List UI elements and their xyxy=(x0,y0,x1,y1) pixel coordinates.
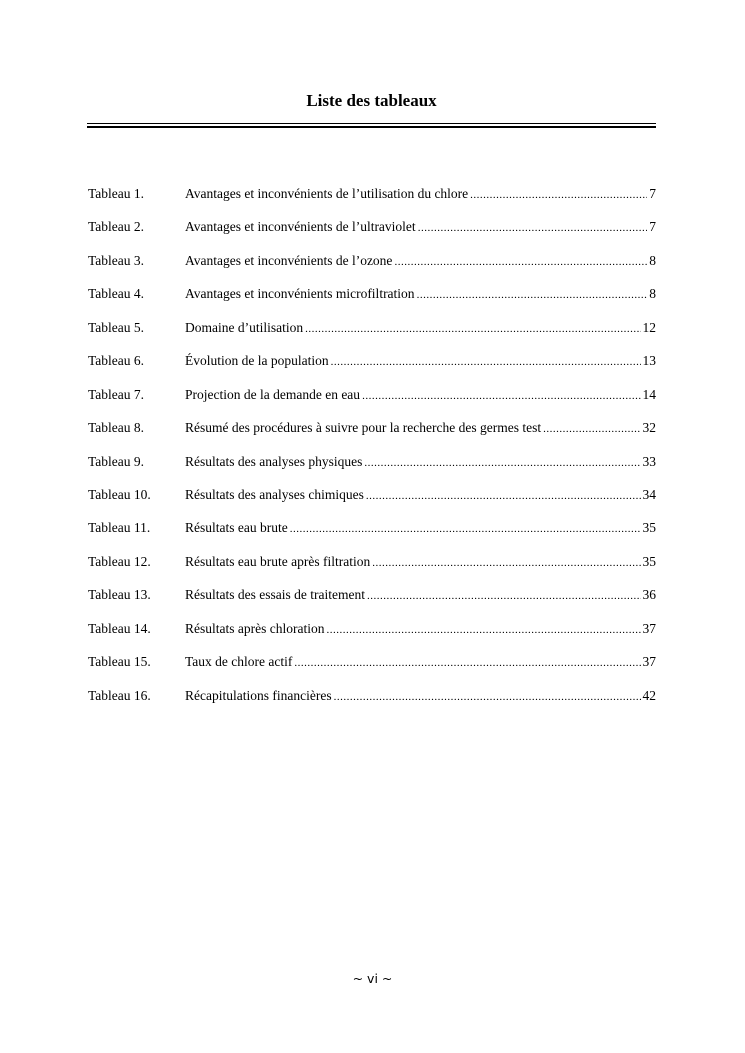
toc-entry-title: Évolution de la population xyxy=(185,353,329,369)
toc-entry-label: Tableau 2. xyxy=(88,219,145,235)
toc-dot-leader xyxy=(418,219,648,237)
toc-entry-body xyxy=(185,553,656,572)
toc-entry-label: Tableau 11. xyxy=(88,520,151,536)
toc-dot-leader xyxy=(326,621,640,639)
toc-entry-label: Tableau 4. xyxy=(88,286,145,302)
toc-entry-page-number: 34 xyxy=(642,486,656,502)
toc-entry[interactable] xyxy=(88,352,656,385)
toc-entry-body xyxy=(185,486,656,505)
toc-entry-body xyxy=(185,285,656,304)
toc-entry-body xyxy=(185,687,656,706)
toc-dot-leader xyxy=(362,387,640,405)
toc-entry-body xyxy=(185,218,656,237)
toc-entry-label: Tableau 9. xyxy=(88,453,145,469)
toc-entry[interactable] xyxy=(88,319,656,352)
toc-entry[interactable] xyxy=(88,386,656,419)
toc-dot-leader xyxy=(470,186,647,204)
toc-dot-leader xyxy=(364,454,640,472)
toc-entry-label: Tableau 5. xyxy=(88,319,145,335)
page-title: Liste des tableaux xyxy=(306,91,437,110)
toc-entry-label: Tableau 8. xyxy=(88,420,145,436)
toc-entry-title: Résultats des analyses chimiques xyxy=(185,486,364,502)
toc-entry-page-number: 35 xyxy=(642,553,656,569)
toc-entry-body xyxy=(185,453,656,472)
toc-entry-page-number: 7 xyxy=(649,219,656,235)
toc-entry-title: Avantages et inconvénients de l’utilisation du chlore xyxy=(185,186,469,201)
toc-entry-page-number: 14 xyxy=(642,386,656,402)
toc-dot-leader xyxy=(366,487,641,505)
title-double-rule xyxy=(87,123,656,128)
toc-entry-label: Tableau 14. xyxy=(88,620,151,636)
toc-entry-page-number: 8 xyxy=(649,286,656,302)
toc-entry-body xyxy=(185,252,656,271)
table-of-tables xyxy=(88,185,656,720)
toc-entry[interactable] xyxy=(88,252,656,285)
toc-dot-leader xyxy=(394,253,647,271)
toc-entry[interactable] xyxy=(88,586,656,619)
toc-entry[interactable] xyxy=(88,553,656,586)
toc-entry-label: Tableau 16. xyxy=(88,687,151,703)
toc-entry-body xyxy=(185,653,656,672)
toc-entry-page-number: 37 xyxy=(642,620,656,636)
toc-entry-page-number: 8 xyxy=(649,252,656,268)
toc-entry-label: Tableau 3. xyxy=(88,252,145,268)
toc-dot-leader xyxy=(305,320,640,338)
toc-dot-leader xyxy=(417,286,648,304)
toc-entry-title: Résultats après chloration xyxy=(185,620,325,636)
toc-dot-leader xyxy=(543,420,640,438)
toc-entry-title: Récapitulations financières xyxy=(185,687,332,703)
toc-entry-page-number: 37 xyxy=(642,654,656,670)
toc-entry[interactable] xyxy=(88,687,656,720)
toc-entry-label: Tableau 1. xyxy=(88,186,145,201)
toc-entry-page-number: 36 xyxy=(642,587,656,603)
toc-entry-page-number: 12 xyxy=(642,319,656,335)
toc-entry-body xyxy=(185,352,656,371)
toc-entry-title: Résultats eau brute après filtration xyxy=(185,553,371,569)
toc-dot-leader xyxy=(331,353,641,371)
toc-entry-title: Résultats des analyses physiques xyxy=(185,453,363,469)
toc-entry-body xyxy=(185,519,656,538)
toc-entry-page-number: 33 xyxy=(642,453,656,469)
toc-entry-page-number: 35 xyxy=(642,520,656,536)
toc-entry[interactable] xyxy=(88,653,656,686)
page-number: ~ vi ~ xyxy=(352,971,393,986)
toc-entry[interactable] xyxy=(88,620,656,653)
toc-entry[interactable] xyxy=(88,285,656,318)
toc-entry-label: Tableau 10. xyxy=(88,486,151,502)
toc-entry[interactable] xyxy=(88,218,656,251)
toc-entry-page-number: 7 xyxy=(649,186,656,201)
toc-dot-leader xyxy=(290,520,641,538)
toc-entry-page-number: 42 xyxy=(642,687,656,703)
toc-entry-body xyxy=(185,386,656,405)
toc-entry-body xyxy=(185,419,656,438)
toc-entry-title: Domaine d’utilisation xyxy=(185,319,304,335)
toc-entry-title: Résumé des procédures à suivre pour la recherche des germes test xyxy=(185,420,542,436)
toc-dot-leader xyxy=(334,688,641,706)
toc-entry-label: Tableau 15. xyxy=(88,654,151,670)
toc-entry-label: Tableau 13. xyxy=(88,587,151,603)
toc-entry-title: Avantages et inconvénients microfiltration xyxy=(185,286,415,302)
toc-entry-title: Avantages et inconvénients de l’ultraviolet xyxy=(185,219,416,235)
toc-entry[interactable] xyxy=(88,453,656,486)
toc-entry[interactable] xyxy=(88,519,656,552)
toc-entry-body xyxy=(185,185,656,204)
toc-entry-title: Projection de la demande en eau xyxy=(185,386,361,402)
toc-entry-body xyxy=(185,319,656,338)
toc-entry-title: Résultats des essais de traitement xyxy=(185,587,365,603)
toc-entry[interactable] xyxy=(88,185,656,218)
toc-entry-title: Avantages et inconvénients de l’ozone xyxy=(185,252,393,268)
toc-entry-title: Taux de chlore actif xyxy=(185,654,293,670)
toc-entry-title: Résultats eau brute xyxy=(185,520,288,536)
toc-entry-body xyxy=(185,620,656,639)
toc-dot-leader xyxy=(294,654,640,672)
toc-entry-label: Tableau 7. xyxy=(88,386,145,402)
toc-entry-label: Tableau 12. xyxy=(88,553,151,569)
toc-entry[interactable] xyxy=(88,486,656,519)
toc-entry[interactable] xyxy=(88,419,656,452)
toc-dot-leader xyxy=(372,554,640,572)
toc-entry-page-number: 32 xyxy=(642,420,656,436)
toc-dot-leader xyxy=(367,587,641,605)
toc-entry-page-number: 13 xyxy=(642,353,656,369)
toc-entry-label: Tableau 6. xyxy=(88,353,145,369)
toc-entry-body xyxy=(185,586,656,605)
